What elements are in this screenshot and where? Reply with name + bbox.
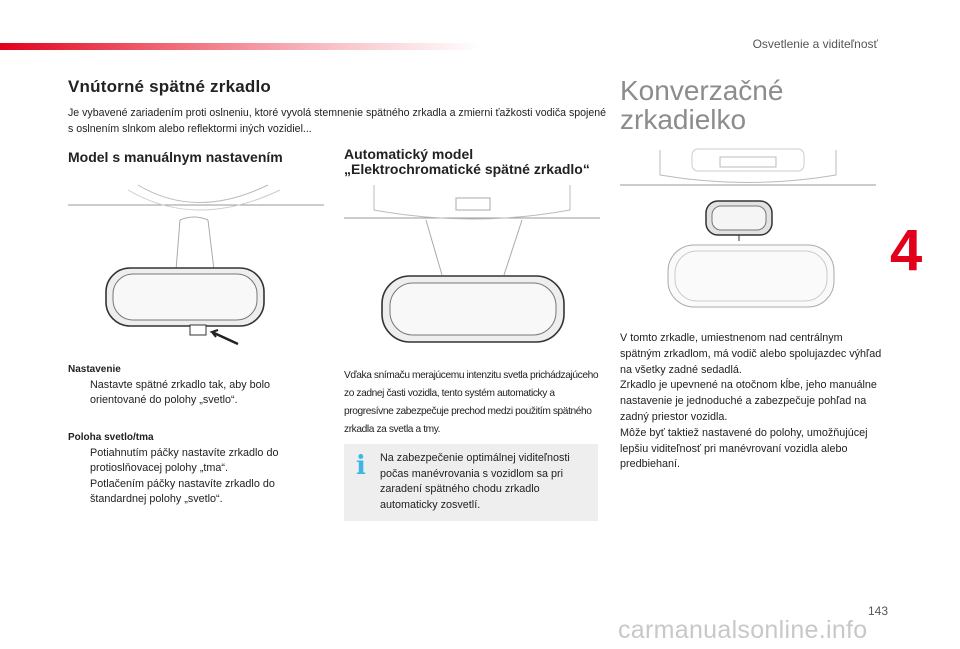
chapter-number: 4 [890,218,923,283]
auto-heading-line2: „Elektrochromatické spätné zrkadlo“ [344,161,590,177]
info-text: Na zabezpečenie optimálnej viditeľnosti počas manévrovania s vozidlom sa pri zaradení spätného chodu zrkadlo automaticky zosvetlí. [380,452,570,511]
intro-paragraph: Je vybavené zariadením proti oslneniu, ktoré vyvolá stemnenie spätného zrkadla a zmierni ťažkosti vodiča spojené s oslnením slnkom alebo reflektormi iných vozidiel... [68,107,607,135]
page-title: Vnútorné spätné zrkadlo [68,77,271,96]
position-item-text: Potiahnutím páčky nastavíte zrkadlo do protioslňovacej polohy „tma“. [90,446,279,474]
convex-mirror-illustration [620,145,876,310]
manual-mirror-illustration [68,180,324,350]
convex-title-line2: zrkadielko [620,104,747,135]
section-title: Osvetlenie a viditeľnosť [752,37,878,51]
info-box [344,444,598,521]
info-icon: i [356,451,366,481]
list-item [68,477,308,508]
position-item-text: Potlačením páčky nastavíte zrkadlo do štandardnej polohy „svetlo“. [90,477,275,505]
manual-heading: Model s manuálnym nastavením [68,149,283,165]
convex-title [620,76,783,134]
setting-item-text: Nastavte spätné zrkadlo tak, aby bolo orientované do polohy „svetlo“. [90,378,271,406]
position-block [68,430,308,508]
watermark-text: carmanualsonline.info [618,616,868,644]
setting-block [68,362,308,409]
position-heading: Poloha svetlo/tma [68,432,154,443]
auto-heading [344,147,604,177]
list-item [68,378,308,409]
convex-title-line1: Konverzačné [620,75,784,106]
page-number: 143 [868,604,889,618]
header-accent-bar [0,43,480,50]
auto-description: Vďaka snímaču merajúcemu intenzitu svetla prichádzajúceho zo zadnej časti vozidla, tento systém automaticky a progresívne zabezpečuje prechod medzi použitím spätného zrkadla za svetla a tmy. [344,370,599,435]
auto-heading-line1: Automatický model [344,146,474,162]
setting-heading: Nastavenie [68,364,121,375]
auto-mirror-illustration [344,180,600,350]
list-item [68,446,308,477]
convex-description: V tomto zrkadle, umiestnenom nad centrálnym spätným zrkadlom, má vodič alebo spolujazdec výhľad na všetky zadné sedadlá. Zrkadlo je upevnené na otočnom kĺbe, jeho manuálne nastavenie je jednoduché a zabezpečuje pohľad na zadný priestor vozidla. Môže byť taktiež nastavené do polohy, umožňujúcej lepšiu viditeľnosť pri manévrovaní vozidla alebo predbiehaní. [620,332,882,471]
